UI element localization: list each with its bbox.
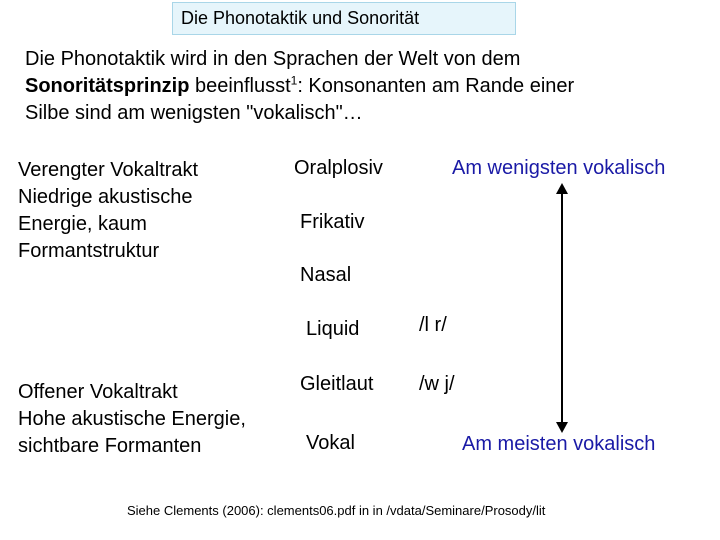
intro-line-1: Die Phonotaktik wird in den Sprachen der Welt von dem (25, 48, 521, 70)
left-bottom-line-2: Hohe akustische Energie, (18, 408, 246, 430)
intro-paragraph (25, 46, 705, 127)
left-top-line-3: Energie, kaum (18, 213, 147, 235)
scale-label-vokal: Vokal (306, 432, 355, 454)
scale-label-liquid: Liquid (306, 318, 360, 340)
left-top-description (18, 157, 288, 265)
intro-bold-term: Sonoritätsprinzip (25, 75, 190, 97)
left-bottom-line-3: sichtbare Formanten (18, 435, 202, 457)
intro-rest: : Konsonanten am Rande einer (297, 75, 575, 97)
arrow-bottom-label: Am meisten vokalisch (462, 433, 656, 455)
left-top-line-1: Verengter Vokaltrakt (18, 159, 199, 181)
scale-label-nasal: Nasal (300, 264, 352, 286)
arrow-head-up (556, 183, 568, 194)
slide-title: Die Phonotaktik und Sonorität (172, 2, 516, 35)
footer-reference: Siehe Clements (2006): clements06.pdf in in /vdata/Seminare/Prosody/lit (127, 503, 546, 518)
example-gleitlaut: /w j/ (419, 373, 455, 395)
left-bottom-description (18, 379, 288, 460)
arrow-top-label: Am wenigsten vokalisch (452, 157, 666, 179)
arrow-head-down (556, 422, 568, 433)
intro-line-3: Silbe sind am wenigsten "vokalisch"… (25, 102, 363, 124)
left-top-line-4: Formantstruktur (18, 240, 160, 262)
left-top-line-2: Niedrige akustische (18, 186, 193, 208)
sonority-double-arrow-icon (553, 183, 571, 433)
scale-label-oralplosiv: Oralplosiv (294, 157, 383, 179)
scale-label-gleitlaut: Gleitlaut (300, 373, 374, 395)
footnote-marker: 1 (290, 73, 298, 88)
scale-label-frikativ: Frikativ (300, 211, 365, 233)
example-liquid: /l r/ (419, 314, 447, 336)
intro-mid: beeinflusst (189, 75, 291, 97)
left-bottom-line-1: Offener Vokaltrakt (18, 381, 178, 403)
